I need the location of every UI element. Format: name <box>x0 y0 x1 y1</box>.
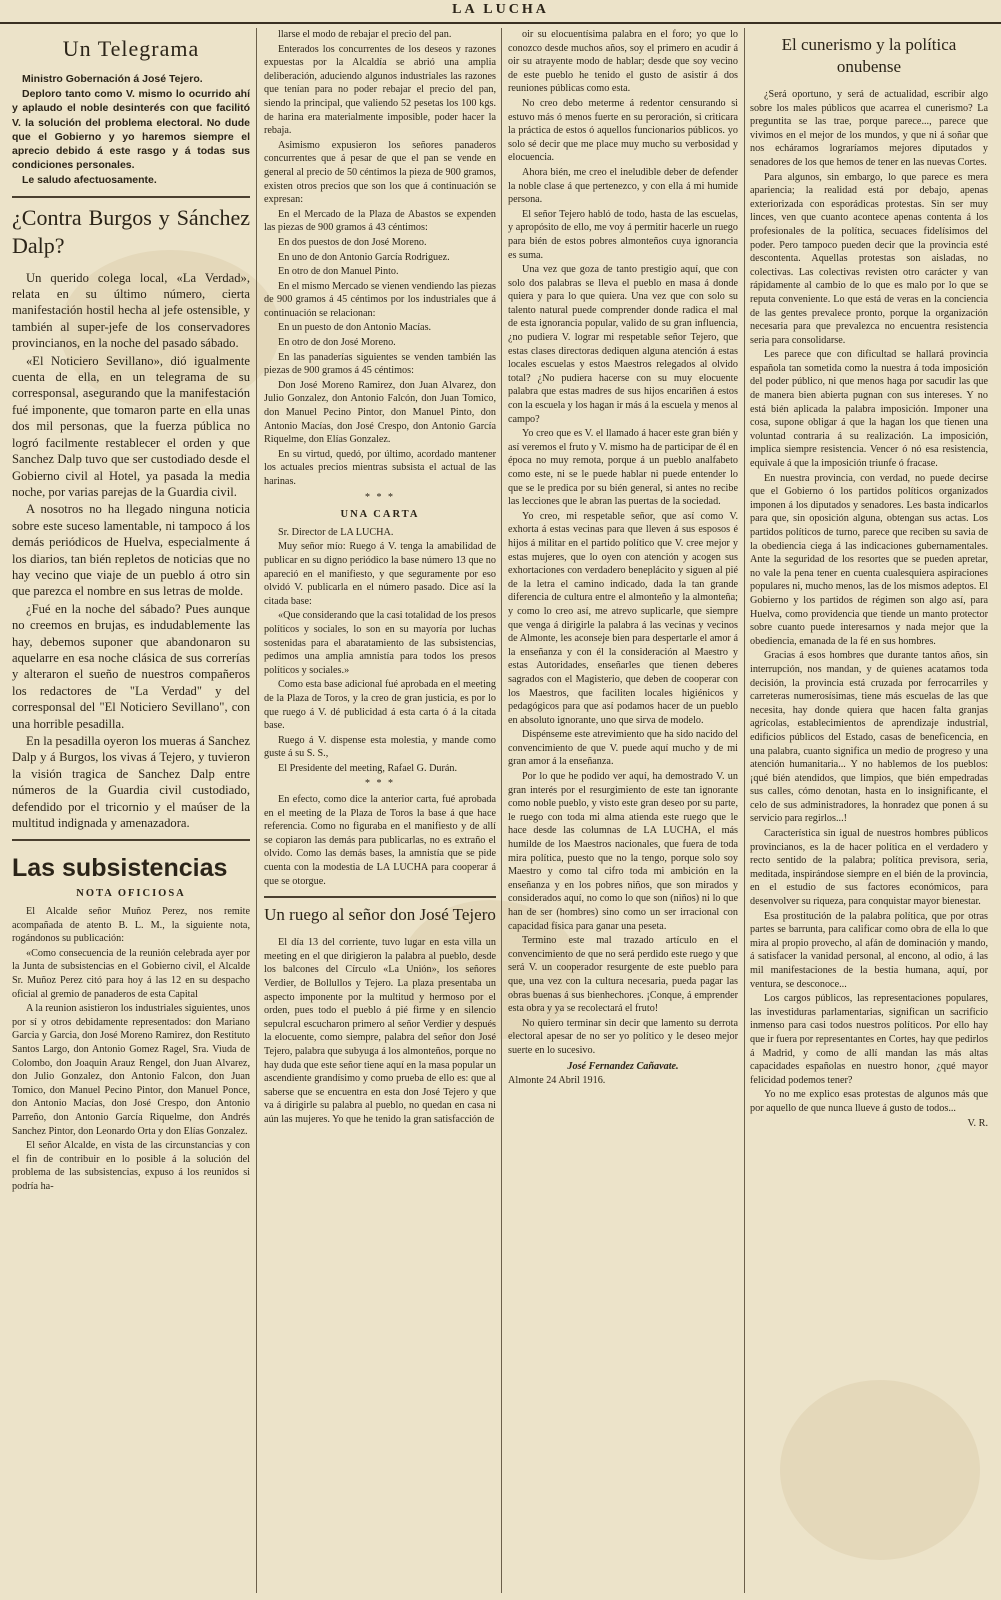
burgos-title: ¿Contra Burgos y Sánchez Dalp? <box>12 204 250 258</box>
paragraph: Un querido colega local, «La Verdad», relata en su último número, cierta manifestación hostil hecha al jefe ostensible, y también al super-jefe de los conservadores provincianos, en la noche del pasado sábado. <box>12 270 250 351</box>
paragraph: El señor Tejero habló de todo, hasta de las escuelas, y apropósito de ello, me voy á permitir hacerle un ruego para bién de estos pobres almonteños cuya ignorancia es suma. <box>508 208 738 261</box>
asterism: * * * <box>365 491 395 503</box>
telegram-body <box>12 72 250 188</box>
telegram-title: Un Telegrama <box>62 36 200 61</box>
divider <box>264 896 496 898</box>
column-1 <box>12 28 250 1596</box>
paragraph: Enterados los concurrentes de los deseos y razones expuestas por la Alcaldía se abrió una amplia deliberación, aduciendo algunos industriales las razones que tenían para no poder rebajar el precio del pan, siendo la principal, que valiendo 52 pesetas los 100 kgs. de harina era materialmente imposible, poder hacer la rebaja. <box>264 43 496 137</box>
paragraph: En las panaderías siguientes se venden también las piezas de 900 gramos á 45 céntimos: <box>264 351 496 377</box>
paragraph: En la pesadilla oyeron los mueras á Sanchez Dalp y á Burgos, los vivas á Tejero, y tuvieron la visión tragica de Sanchez Dalp entre números de la Guardia civil custodiado, defendido por el tricornio y el maúser de la multitud indignada y amenazadora. <box>12 734 250 831</box>
subsistencias-title: Las subsistencias <box>12 854 228 883</box>
paragraph: «El Noticiero Sevillano», dió igualmente cuenta de ella, en un telegrama de su corresponsal, asegurando que la manifestación fué imponente, que tomaron parte en ella unas dos mil personas, que la fuerza pública no logró facilmente restablecer el orden y que Sanchez Dalp tuvo que ser custodiado desde el Gobierno civil al Hotel, ya pasada la media noche, por varias parejas de la Guardia civil. <box>12 353 250 499</box>
dateline: Almonte 24 Abril 1916. <box>508 1075 606 1087</box>
paragraph: «Como consecuencia de la reunión celebrada ayer por la Junta de subsistencias en el Gobierno civil, el Alcalde Sr. Muñoz Perez citó para hoy á las 12 en su despacho oficial al gremio de panaderos de esta Capital <box>12 947 250 1000</box>
paragraph: No creo debo meterme á redentor censurando si estuvo más ó menos fuerte en su peroración, si criticara la práctica de estos ó aquellos funcionarios públicos. yo solo sé decir que me place muy mucho su verbosidad y elocuencia. <box>508 97 738 164</box>
paragraph: En un puesto de don Antonio Macías. <box>278 322 432 334</box>
paragraph: El Alcalde señor Muñoz Perez, nos remite acompañada de atento B. L. M., la siguiente nota, rogándonos su publicación: <box>12 906 250 945</box>
paragraph: Ruego á V. dispense esta molestia, y mande como guste á su S. S., <box>264 734 496 760</box>
column-rule <box>256 28 257 1593</box>
paragraph: Les parece que con dificultad se hallará provincia española tan sometida como la nuestra á toda imposición del poder público, ni que menos haga por sacudir las que de manera bien abierta pugnan con sus intereses. Y no está bién aplicada la palabra imposición. Imponer una cosa, supone obligar á que la hagan los que tienen una voluntad contraria á su realización. La imposición, implica siempre resistencia. Vencer ó nó esa resistencia, equivale á que la imposición triunfe ó fracase. <box>750 349 988 470</box>
paragraph: Sr. Director de LA LUCHA. <box>278 526 394 538</box>
paragraph: Como esta base adicional fué aprobada en el meeting de la Plaza de Toros, y la creo de gran justicia, es por lo que ruego á V. dé publicidad á esta carta ó á la citada base. <box>264 679 496 732</box>
paragraph: Yo no me explico esas protestas de algunos más que por aquello de que nunca llueve á gusto de todos... <box>750 1089 988 1114</box>
paragraph: Yo creo que es V. el llamado á hacer este gran bién y así veremos el fruto y V. mismo ha de participar de él en época no muy remota, porque á un pueblo analfabeto como este, ni se le puede hablar ni puede entender lo que se le predica por su bién general, si antes no recibe las lecciones que le abran las puertas de la sociedad. <box>508 428 738 508</box>
paragraph: Muy señor mío: Ruego á V. tenga la amabilidad de publicar en su digno periódico la base número 13 que no apareció en el manifiesto, y que seguramente por eso olvidó V. publicarla en el número pasado. Dice así la citada base: <box>264 541 496 607</box>
column-rule <box>501 28 502 1593</box>
cunerismo-title: El cunerismo y la política onubense <box>781 35 957 76</box>
paragraph: No quiero terminar sin decir que lamento su derrota electoral apesar de no ser yo político y le deseo mejor suerte en lo sucesivo. <box>508 1017 738 1056</box>
column-rule <box>744 28 745 1593</box>
paragraph: En uno de don Antonio García Rodriguez. <box>278 251 450 263</box>
paragraph: El señor Alcalde, en vista de las circunstancias y con el fin de contribuir en lo posible á la solución del problema de las subsistencias, expuso á los reunidos si podría ha- <box>12 1140 250 1192</box>
paragraph: Ahora bién, me creo el ineludible deber de defender la noble clase á que pertenezco, y con ella á mi humide persona. <box>508 166 738 206</box>
paragraph: Característica sin igual de nuestros hombres públicos provincianos, es la de hacer política en el verdadero y recto sentido de la palabra; política previsora, seria, meditada, inspirándose siempre en el bién de la provincia, en el estudio de sus factores económicos, para desenvolver su riqueza, para conquistar mayor bienestar. <box>750 828 988 908</box>
paragraph: Una vez que goza de tanto prestigio aquí, que con solo dos palabras se lleva el pueblo en masa á donde quiera y para lo que quiera. Una vez que con solo su talento natural puede comprender donde radica el mal de esta ignorancia popular, valido de su gran influencia, ¿no pudiera V. lograr mi respetable señor Tejero, que estas clases directoras dediquen alguna atención á estas locales escuelas y estos Maestros relegados al olvido total? ¿No pudiera hacerse con su muy elocuente palabra que estas madres de sus hijos encariñen á estos con la escuela y los hagan ir más á la escuela y menos al campo? <box>508 264 738 425</box>
paragraph: En su virtud, quedó, por último, acordado mantener los actuales precios mientras subsista el actual de las harinas. <box>264 448 496 487</box>
column-2 <box>264 28 496 1596</box>
paragraph: En otro de don Manuel Pinto. <box>278 266 399 278</box>
paragraph: En otro de don José Moreno. <box>278 337 396 349</box>
paragraph: El día 13 del corriente, tuvo lugar en esta villa un meeting en el que dirigieron la palabra al pueblo, desde los balcones del Círculo «La Unión», los señores Verdier, de Bollullos y Tejero. La plaza presentaba un aspecto imponente por la multitud y hermoso por el orden, pues todo el pueblo á pié firme y en silencio sepulcral escucharon primero al señor Verdier y después la elocuente, como siempre, palabra del señor don José Tejero, palabra que subyuga á los almonteños, porque no hay duda que este señor tiene aquí en la masa popular un ascendiente grandísimo y como prueba de ello es: que al saberse que se encuentra en esta don José Tejero y que va á dirigirle su palabra al pueblo, no quedan en casa ni aún las mujeres. Yo que he tenido la gran satisfacción de <box>264 937 496 1125</box>
paragraph: En nuestra provincia, con verdad, no puede decirse que el Gobierno ó los partidos políticos organizados imponen á los diputados y senadores. Les basta indicarlos para que, sin oposición alguna, obtengan sus actas. Los partidos políticos de turno, parece que reciben su savia de la obediencia ciega á las indicaciones gubernamentales. Ante la seguridad de los resortes que se pueden apretar, no vale la pena tener en cuenta cualesquiera aspiraciones populares ni, mucho menos, las de los mismos adeptos. El Gobierno y los partidos de régimen son algo así, para Huelva, como providencia que tiende un manto protector sobre cuanto puede interesarnos y nada mejor que la obediencia, emanada de la fé en sus hombres. <box>750 472 988 647</box>
paragraph: Esa prostitución de la palabra política, que por otras partes se barrunta, para calificar como obra de ella lo que mira al propio provecho, al afán de dominación y mando, á satisfacer la vanidad personal, al encono, al odio, á las mil manifestaciones de la bestia humana, aquí, por ventura, se desconoce... <box>750 910 988 990</box>
paragraph: A nosotros no ha llegado ninguna noticia sobre este suceso lamentable, ni tampoco á los demás periódicos de Huelva, especialmente á los diarios, tan bién repletos de noticias que no hay vecino que viaje de un pueblo á otro sin que parezca el nombre en sus letras de molde. <box>12 502 250 599</box>
paragraph: Ministro Gobernación á José Tejero. <box>22 73 203 85</box>
burgos-body <box>12 270 250 832</box>
paragraph: Asimismo expusieron los señores panaderos concurrentes que á pesar de que el pan se vende en general al precio de 50 céntimos la pieza de 900 gramos, existen otros precios que son los que á continuación se expresan: <box>264 139 496 206</box>
paragraph: Don José Moreno Ramirez, don Juan Alvarez, don Julio Gonzalez, don Antonio Falcón, don Juan Tomico, don Manuel Pecino Pintor, don Manuel Pinto, don Antonio Macías, don José Crespo, don Antonio García Riquelme, don Elías Gonzalez. <box>264 379 496 446</box>
paragraph: Yo creo, mi respetable señor, que así como V. exhorta á estas vecinas para que lleven á sus esposos é hijos á militar en el partido político que V. cree mejor y estas mujeres, que lo oyen con atención y acogen sus exhortaciones con verdadero beneplácito y siguen al pié de la letra el camino indicado, dada la tan grande diferencia de cultura entre el almonteño y la almonteña; y como lo creo así, me atrevo suplicarle, que siempre que venga á dirigirle la palabra á las vecinas y vecinos de Almonte, les aconseje bien para despertarle el amor á la enseñanza y con él la consideración al Maestro y estas Autoridades, enseñarles que tienen deberes sagrados con el Magisterio, que deben de cooperar con los Maestros, que faciliten locales higiénicos y pedagógicos para que así podamos hacer de un pueblo en absoluto ignorante, uno que sirva de modelo. <box>508 510 738 726</box>
paragraph: «Que considerando que la casi totalidad de los presos políticos y sociales, lo son en su mayoría por luchas sostenidas para el abaratamiento de las subsistencias, pedimos una amplia amnistía para todos los presos políticos y sociales.» <box>264 610 496 676</box>
paragraph: llarse el modo de rebajar el precio del pan. <box>278 29 452 40</box>
paragraph: Los cargos públicos, las representaciones populares, las investiduras parlamentarias, significan un sacrificio inmenso para casi todos nuestros políticos. Por ello hay que ir fuera por representantes en Cortes, hay que pedirlos á Madrid, y como de allí mandan las más altas capacidades españolas en nuestro honor, ¿qué mayor felicidad podemos tener? <box>750 993 988 1086</box>
paragraph: ¿Fué en la noche del sábado? Pues aunque no creemos en brujas, es indudablemente las hay, debemos suponer que abandonaron su aquelarre en esa noche clásica de sus correrías y alteraron el sueño de nuestros compañeros los redactores de "La Verdad" y del corresponsal del "El Noticiero Sevillano", con una horrible pesadilla. <box>12 601 250 731</box>
column-3 <box>508 28 738 1596</box>
paragraph: Por lo que he podido ver aquí, ha demostrado V. un gran interés por el resurgimiento de este tan ignorante como noble pueblo, y visto este gran deseo por su parte, le ruego con toda mi alma atienda este ruego que le hace desde las columnas de LA LUCHA, el más humilde de los Maestros nacionales, que fuera de toda mira política, puesto que no la tengo, porque solo soy Maestro y como tal cifro toda mi ambición en la enseñanza y en los pobres niños, que son mirados y considerados aquí, no como lo que son (niños) ni lo que han de ser (hombres) sino como un ser irracional con capacidad física para ganar una peseta. <box>508 771 738 932</box>
column-4 <box>750 28 988 1596</box>
divider <box>12 839 250 841</box>
paragraph: oir su elocuentísima palabra en el foro; yo que lo conozco desde muchos años, soy el primero en acudir á oir su atrayente modo de hablar; desde que soy vecino de este pueblo he tenido el gusto de asistir á dos reuniones públicas como esta. <box>508 29 738 95</box>
masthead: LA LUCHA <box>0 0 1001 24</box>
paragraph: El Presidente del meeting, Rafael G. Durán. <box>278 762 458 774</box>
signature: José Fernandez Cañavate. <box>567 1060 679 1072</box>
paragraph: Gracias á esos hombres que durante tantos años, sin interrupción, nos mandan, y de quienes acatamos toda decisión, la provincia está cruzada por ferrocarriles y carreteras numerosísimas, tiene más escuelas de las que necesita, hay donde quiera que hacen falta granjas agrícolas, establecimientos de aprendizaje industrial, edificios públicos del Estado, casas de beneficencia, en una palabra, cuanto significa un medio de progreso y una atención humanitaria... Y no hablemos de los pueblos: ¡qué bién atendidos, que limpios, que bién empedradas sus calles, cómo denotan, hasta en lo insignificante, el celo de sus administradores, la honradez que ponen á su servicio para regirlos...! <box>750 650 988 825</box>
paragraph: Le saludo afectuosamente. <box>22 174 157 187</box>
asterism: * * * <box>365 778 395 790</box>
signature: V. R. <box>967 1117 988 1129</box>
divider <box>12 196 250 198</box>
paragraph: Termino este mal trazado artículo en el convencimiento de que no será perdido este ruego y que será V. un cooperador resurgente de este pueblo para que, una vez con la cultura necesaria, pueda pagar las obras buenas á sus bienhechores. ¡Conque, á emprender esta obra y ya se recolectará el fruto! <box>508 935 738 1015</box>
paragraph: ¿Será oportuno, y será de actualidad, escribir algo sobre los males públicos que acarrea el cunerismo? La preguntita se las trae, porque parece..., parece que vivimos en el mejor de los mundos, y que ni á soñar que nos echáramos lograríamos mejores diputados y senadores de los que hemos de tener en las nuevas Cortes. <box>750 89 988 168</box>
paragraph: Dispénseme este atrevimiento que ha sido nacido del convencimiento de que V. puede aquí mucho y de mi gran amor á la enseñanza. <box>508 729 738 768</box>
paragraph: A la reunion asistieron los industriales siguientes, unos por sí y otros debidamente representados: don Mariano Garcia y Garcia, don José Moreno Ramirez, don Restituto Santos Largo, don Antonio Gomez Ragel, Sra. Viuda de Colombo, don Joaquin Arauz Rengel, don Juan Alvarez, don Julio Gonzalez, don Antonio Falcon, don Juan Tomico, don Manuel Pecino Pintor, don Manuel Ponce, don Antonio Macías, don José Crespo, don Antonio Parreño, don Antonio García Riquelme, don Andrés Sanchez Pintor, don Leonardo Orta y don Elías Gonzalez. <box>12 1003 250 1137</box>
paragraph: Para algunos, sin embargo, lo que parece es mera apariencia; la realidad está por debajo, apenas exteriorizada con esporádicas protestas. Sin ser muy linces, ven que cuanto acontece apenas contenta á los profesionales de la política, secuaces fidelísimos del poder. Pero tampoco pueden decir que la provincia esté descontenta. Aquellas protestas son aisladas, no colectivas. Las colectivas revisten otro carácter y van rápidamente al cambio de lo que es malo por lo que se reputa conveniente. Lo que está de veras en la conciencia de las gentes prevalece pronto, porque la organización necesaria para que prevalezca no encuentra resistencia seria para consolidarse. <box>750 171 988 346</box>
paragraph: En el mismo Mercado se vienen vendiendo las piezas de 900 gramos á 45 céntimos por los industriales que á continuación se relacionan: <box>264 280 496 319</box>
carta-title: UNA CARTA <box>340 509 420 521</box>
nota-oficiosa-subtitle: NOTA OFICIOSA <box>76 888 186 900</box>
ruego-title: Un ruego al señor don José Tejero <box>264 905 496 925</box>
paragraph: En dos puestos de don José Moreno. <box>278 236 427 248</box>
paragraph: En el Mercado de la Plaza de Abastos se expenden las piezas de 900 gramos á 43 céntimos: <box>264 208 496 234</box>
paragraph: Deploro tanto como V. mismo lo ocurrido ahí y aplaudo el noble desinterés con que facilitó V. la solución del problema electoral. No dude que el Gobierno y yo haremos siempre el aprecio debido á este rasgo y á todas sus condiciones personales. <box>12 88 250 172</box>
paragraph: En efecto, como dice la anterior carta, fué aprobada en el meeting de la Plaza de Toros la base á que hace referencia. Como no figuraba en el manifiesto y de allí se copiaron las demás para publicarlas, no es extraño el olvido. Como las demás bases, la amnistía que se pide cuenta con la modestia de LA LUCHA para cooperar á que se otorgue. <box>264 794 496 887</box>
